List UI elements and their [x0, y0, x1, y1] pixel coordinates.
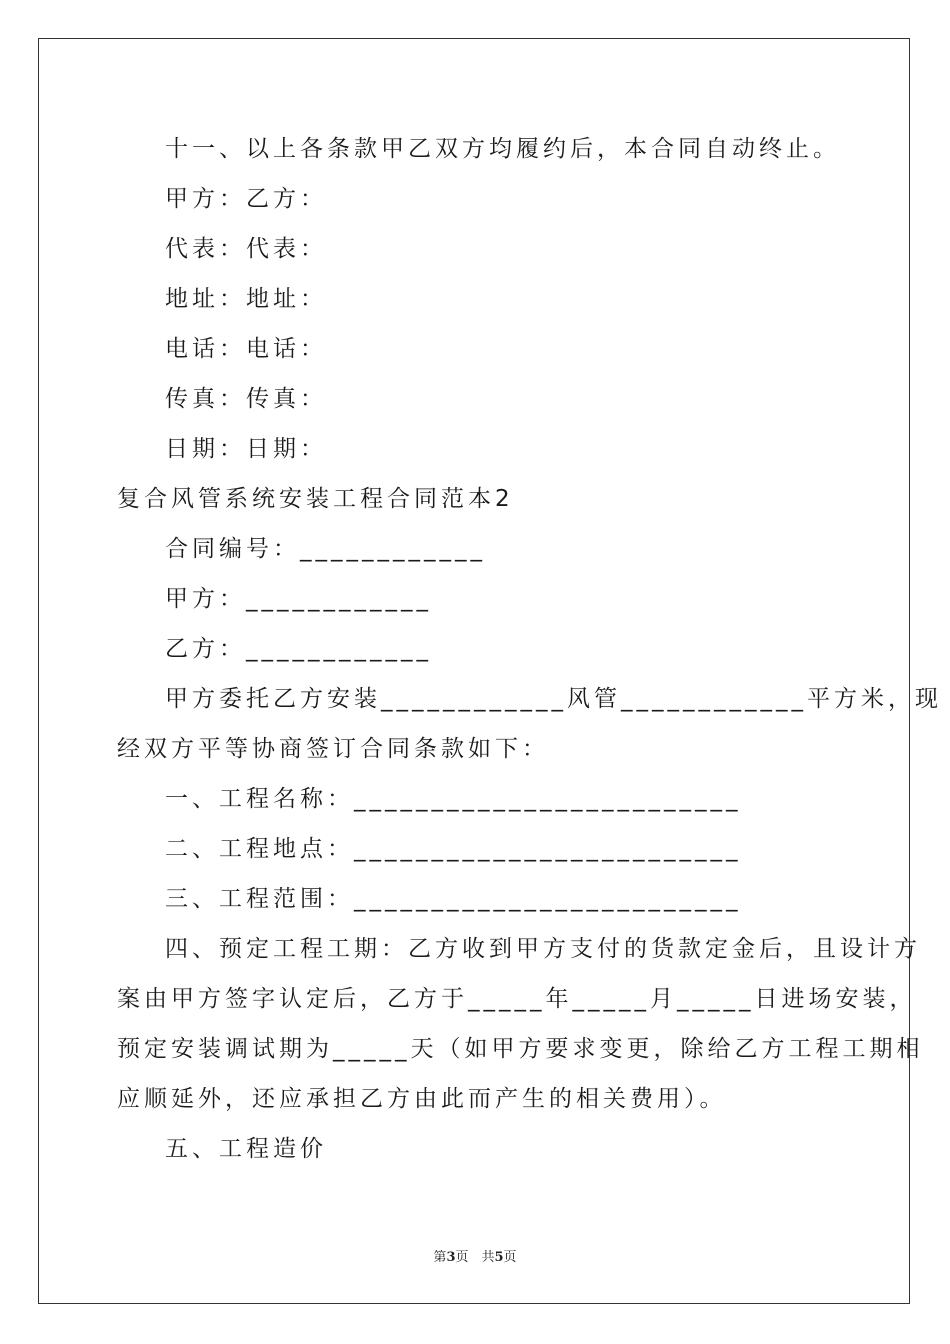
representative-label: 代表：代表： — [165, 236, 327, 262]
commission-paragraph-line-1: 甲方委托乙方安装____________风管____________平方米，现 — [165, 686, 942, 712]
project-scope-field: 三、工程范围：_________________________ — [165, 886, 742, 912]
footer-suffix: 页 — [503, 1250, 517, 1265]
commission-paragraph-line-2: 经双方平等协商签订合同条款如下： — [117, 736, 549, 762]
page-footer — [0, 1246, 950, 1265]
current-page-number: 3 — [446, 1250, 456, 1265]
schedule-paragraph-line-1: 四、预定工程工期：乙方收到甲方支付的货款定金后，且设计方 — [165, 936, 921, 962]
schedule-paragraph-line-2: 案由甲方签字认定后，乙方于_____年_____月_____日进场安装， — [117, 986, 917, 1012]
footer-prefix: 第 — [433, 1250, 447, 1265]
address-label: 地址：地址： — [165, 286, 327, 312]
fax-label: 传真：传真： — [165, 386, 327, 412]
phone-label: 电话：电话： — [165, 336, 327, 362]
contract-number: 合同编号：____________ — [165, 536, 486, 562]
page-border — [38, 38, 910, 1304]
total-page-number: 5 — [494, 1250, 504, 1265]
party-a-field: 甲方：____________ — [165, 586, 432, 612]
project-location-field: 二、工程地点：_________________________ — [165, 836, 742, 862]
party-a-b-label: 甲方：乙方： — [165, 186, 327, 212]
project-name-field: 一、工程名称：_________________________ — [165, 786, 742, 812]
footer-mid: 页 共 — [455, 1250, 495, 1265]
clause-eleven: 十一、以上各条款甲乙双方均履约后，本合同自动终止。 — [165, 136, 840, 162]
schedule-paragraph-line-4: 应顺延外，还应承担乙方由此而产生的相关费用）。 — [117, 1086, 727, 1112]
clause-five-heading: 五、工程造价 — [165, 1136, 327, 1162]
party-b-field: 乙方：____________ — [165, 636, 432, 662]
date-label: 日期：日期： — [165, 436, 327, 462]
section-title: 复合风管系统安装工程合同范本2 — [117, 486, 514, 512]
schedule-paragraph-line-3: 预定安装调试期为_____天（如甲方要求变更，除给乙方工程工期相 — [117, 1036, 924, 1062]
